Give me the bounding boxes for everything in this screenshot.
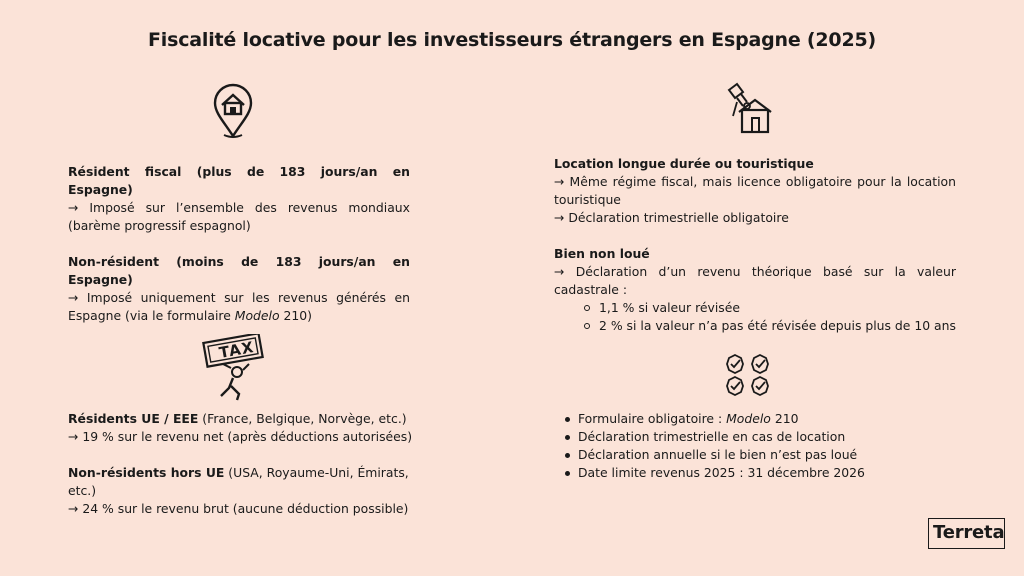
residency-section [68, 163, 410, 325]
list-item: Déclaration annuelle si le bien n’est pas loué [565, 446, 955, 464]
tax-rates-section [68, 410, 428, 518]
resident-text: → Imposé sur l’ensemble des revenus mondiaux (barème progressif espagnol) [68, 200, 410, 233]
vacant-text: → Déclaration d’un revenu théorique basé sur la valeur cadastrale : [554, 264, 956, 297]
list-item: 1,1 % si valeur révisée [584, 299, 956, 317]
noneu-rate-heading: Non-résidents hors UE (USA, Royaume-Uni, Émirats, etc.) [68, 465, 409, 498]
vacant-rate-list [554, 299, 956, 335]
checklist-icon [724, 352, 774, 398]
list-item: Déclaration trimestrielle en cas de location [565, 428, 955, 446]
noneu-rate-text: → 24 % sur le revenu brut (aucune déduction possible) [68, 501, 409, 516]
nonresident-heading: Non-résident (moins de 183 jours/an en Espagne) [68, 254, 410, 287]
page-title: Fiscalité locative pour les investisseurs étrangers en Espagne (2025) [148, 29, 876, 51]
checklist-section [555, 410, 955, 482]
vacant-heading: Bien non loué [554, 246, 650, 261]
eu-rate-text: → 19 % sur le revenu net (après déductions autorisées) [68, 429, 413, 444]
rental-line-2: → Déclaration trimestrielle obligatoire [554, 210, 789, 225]
nonresident-text: → Imposé uniquement sur les revenus générés en Espagne (via le formulaire Modelo 210) [68, 290, 410, 323]
list-item: Date limite revenus 2025 : 31 décembre 2026 [565, 464, 955, 482]
tax-sign-label: TAX [217, 338, 256, 362]
house-location-pin-icon [212, 82, 254, 140]
rental-heading: Location longue durée ou touristique [554, 156, 814, 171]
list-item: 2 % si la valeur n’a pas été révisée depuis plus de 10 ans [584, 317, 956, 335]
eu-rate-heading: Résidents UE / EEE (France, Belgique, Norvège, etc.) [68, 411, 407, 426]
house-keys-icon [725, 82, 775, 136]
resident-heading: Résident fiscal (plus de 183 jours/an en Espagne) [68, 164, 410, 197]
tax-burden-icon [201, 334, 265, 402]
rental-line-1: → Même régime fiscal, mais licence obligatoire pour la location touristique [554, 174, 956, 207]
terreta-logo: Terreta [928, 518, 1005, 549]
list-item: Formulaire obligatoire : Modelo 210 [565, 410, 955, 428]
checklist-list [555, 410, 955, 482]
rental-section [554, 155, 956, 335]
